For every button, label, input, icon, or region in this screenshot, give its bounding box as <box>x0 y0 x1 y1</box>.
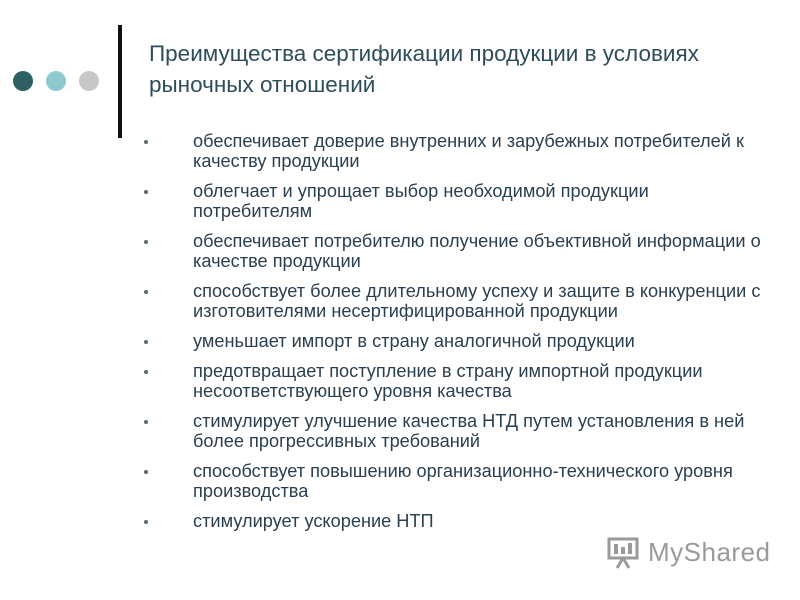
bullet-text: обеспечивает доверие внутренних и зарубежных потребителей к качеству продукции <box>193 131 744 171</box>
bullet-list <box>141 131 761 541</box>
title-divider <box>118 25 122 138</box>
bullet-icon <box>144 340 148 344</box>
bullet-icon <box>144 520 148 524</box>
bullet-text: уменьшает импорт в страну аналогичной продукции <box>193 331 635 351</box>
bullet-text: облегчает и упрощает выбор необходимой продукции потребителям <box>193 181 649 221</box>
bullet-icon <box>144 140 148 144</box>
bullet-icon <box>144 370 148 374</box>
bullet-item <box>141 511 761 531</box>
presentation-board-icon <box>606 534 642 570</box>
bullet-item <box>141 361 761 401</box>
bullet-text: предотвращает поступление в страну импортной продукции несоответствующего уровня качества <box>193 361 703 401</box>
bullet-text: способствует более длительному успеху и защите в конкуренции с изготовителями несертифицированной продукции <box>193 281 761 321</box>
bullet-item <box>141 231 761 271</box>
slide-title: Преимущества сертификации продукции в условиях рыночных отношений <box>149 41 699 97</box>
bullet-icon <box>144 240 148 244</box>
bullet-item <box>141 281 761 321</box>
watermark <box>606 532 771 572</box>
watermark-text: MyShared <box>648 536 771 567</box>
bullet-icon <box>144 290 148 294</box>
bullet-icon <box>144 420 148 424</box>
decor-dot-gray <box>79 71 99 91</box>
bullet-item <box>141 131 761 171</box>
bullet-icon <box>144 470 148 474</box>
bullet-text: стимулирует ускорение НТП <box>193 511 434 531</box>
bullet-item <box>141 411 761 451</box>
bullet-text: стимулирует улучшение качества НТД путем установления в ней более прогрессивных требований <box>193 411 745 451</box>
bullet-item <box>141 461 761 501</box>
bullet-text: обеспечивает потребителю получение объективной информации о качестве продукции <box>193 231 761 271</box>
bullet-icon <box>144 190 148 194</box>
bullet-item <box>141 331 761 351</box>
bullet-text: способствует повышению организационно-технического уровня производства <box>193 461 733 501</box>
bullet-item <box>141 181 761 221</box>
decor-dot-light <box>46 71 66 91</box>
decor-dot-dark <box>13 71 33 91</box>
